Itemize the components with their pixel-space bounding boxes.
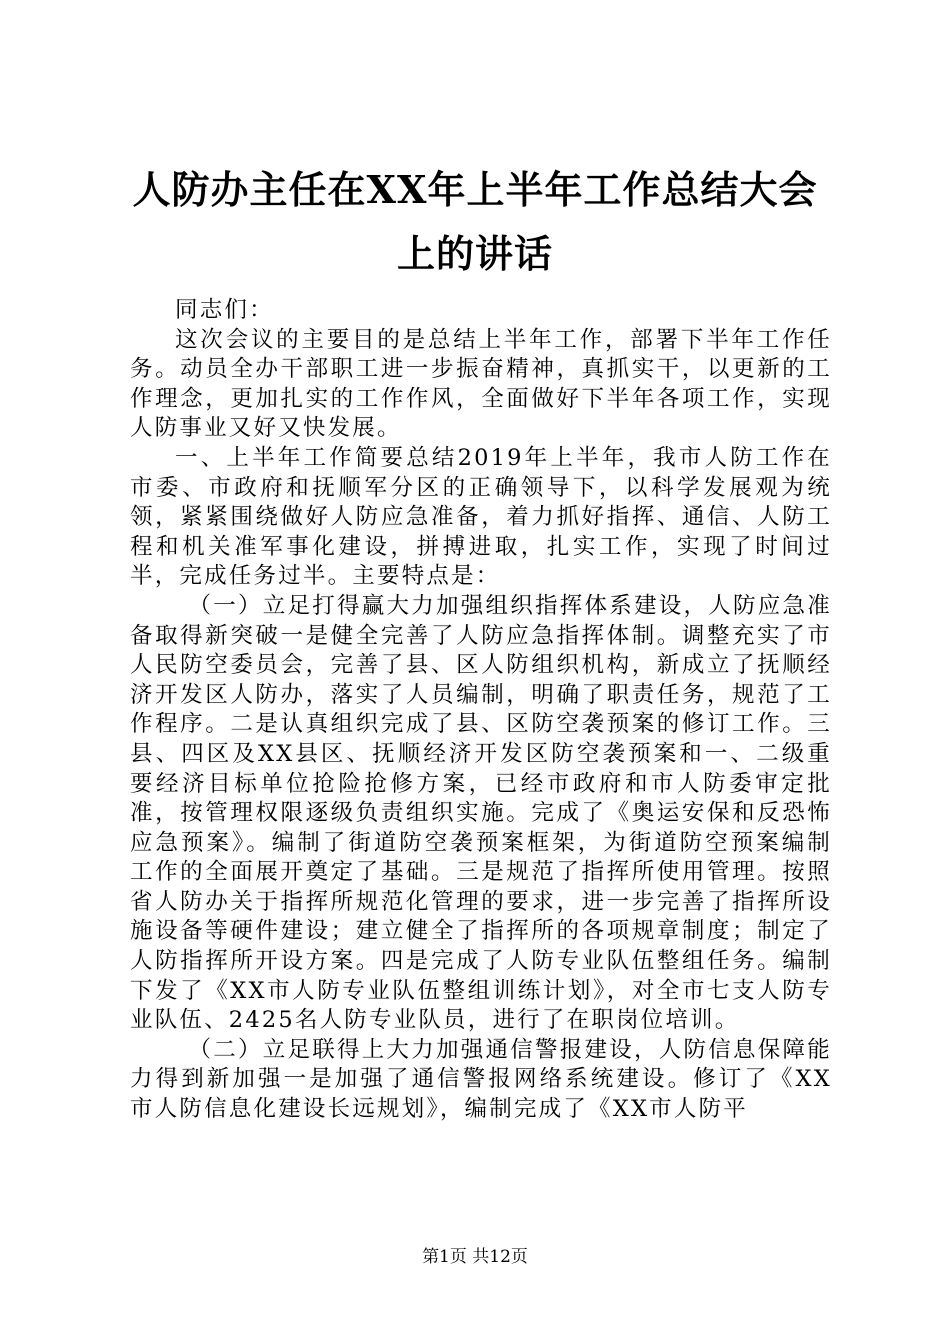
page-number: 第1页 共12页	[422, 1247, 528, 1267]
paragraph-section-one: 一、上半年工作简要总结2019年上半年，我市人防工作在市委、市政府和抚顺军分区的正确领导下，以科学发展观为统领，紧紧围绕做好人防应急准备，着力抓好指挥、通信、人防工程和机关准军事化建设，拼搏进取，扎实工作，实现了时间过半，完成任务过半。主要特点是：	[130, 444, 832, 590]
paragraph-subsection-one: （一）立足打得赢大力加强组织指挥体系建设，人防应急准备取得新突破一是健全完善了人防应急指挥体制。调整充实了市人民防空委员会，完善了县、区人防组织机构，新成立了抚顺经济开发区人防办，落实了人员编制，明确了职责任务，规范了工作程序。二是认真组织完成了县、区防空袭预案的修订工作。三县、四区及XX县区、抚顺经济开发区防空袭预案和一、二级重要经济目标单位抢险抢修方案，已经市政府和市人防委审定批准，按管理权限逐级负责组织实施。完成了《奥运安保和反恐怖应急预案》。编制了街道防空袭预案框架，为街道防空预案编制工作的全面展开奠定了基础。三是规范了指挥所使用管理。按照省人防办关于指挥所规范化管理的要求，进一步完善了指挥所设施设备等硬件建设；建立健全了指挥所的各项规章制度；制定了人防指挥所开设方案。四是完成了人防专业队伍整组任务。编制下发了《XX市人防专业队伍整组训练计划》，对全市七支人防专业队伍、2425名人防专业队员，进行了在职岗位培训。	[130, 592, 832, 1034]
paragraph-intro: 这次会议的主要目的是总结上半年工作，部署下半年工作任务。动员全办干部职工进一步振奋精神，真抓实干，以更新的工作理念，更加扎实的工作作风，全面做好下半年各项工作，实现人防事业又好又快发展。	[130, 326, 832, 442]
paragraph-subsection-two: （二）立足联得上大力加强通信警报建设，人防信息保障能力得到新加强一是加强了通信警报网络系统建设。修订了《XX市人防信息化建设长远规划》，编制完成了《XX市人防平	[130, 1036, 832, 1123]
salutation: 同志们：	[175, 297, 274, 323]
document-title: 人防办主任在XX年上半年工作总结大会上的讲话	[132, 167, 818, 276]
document-body	[130, 296, 832, 1125]
